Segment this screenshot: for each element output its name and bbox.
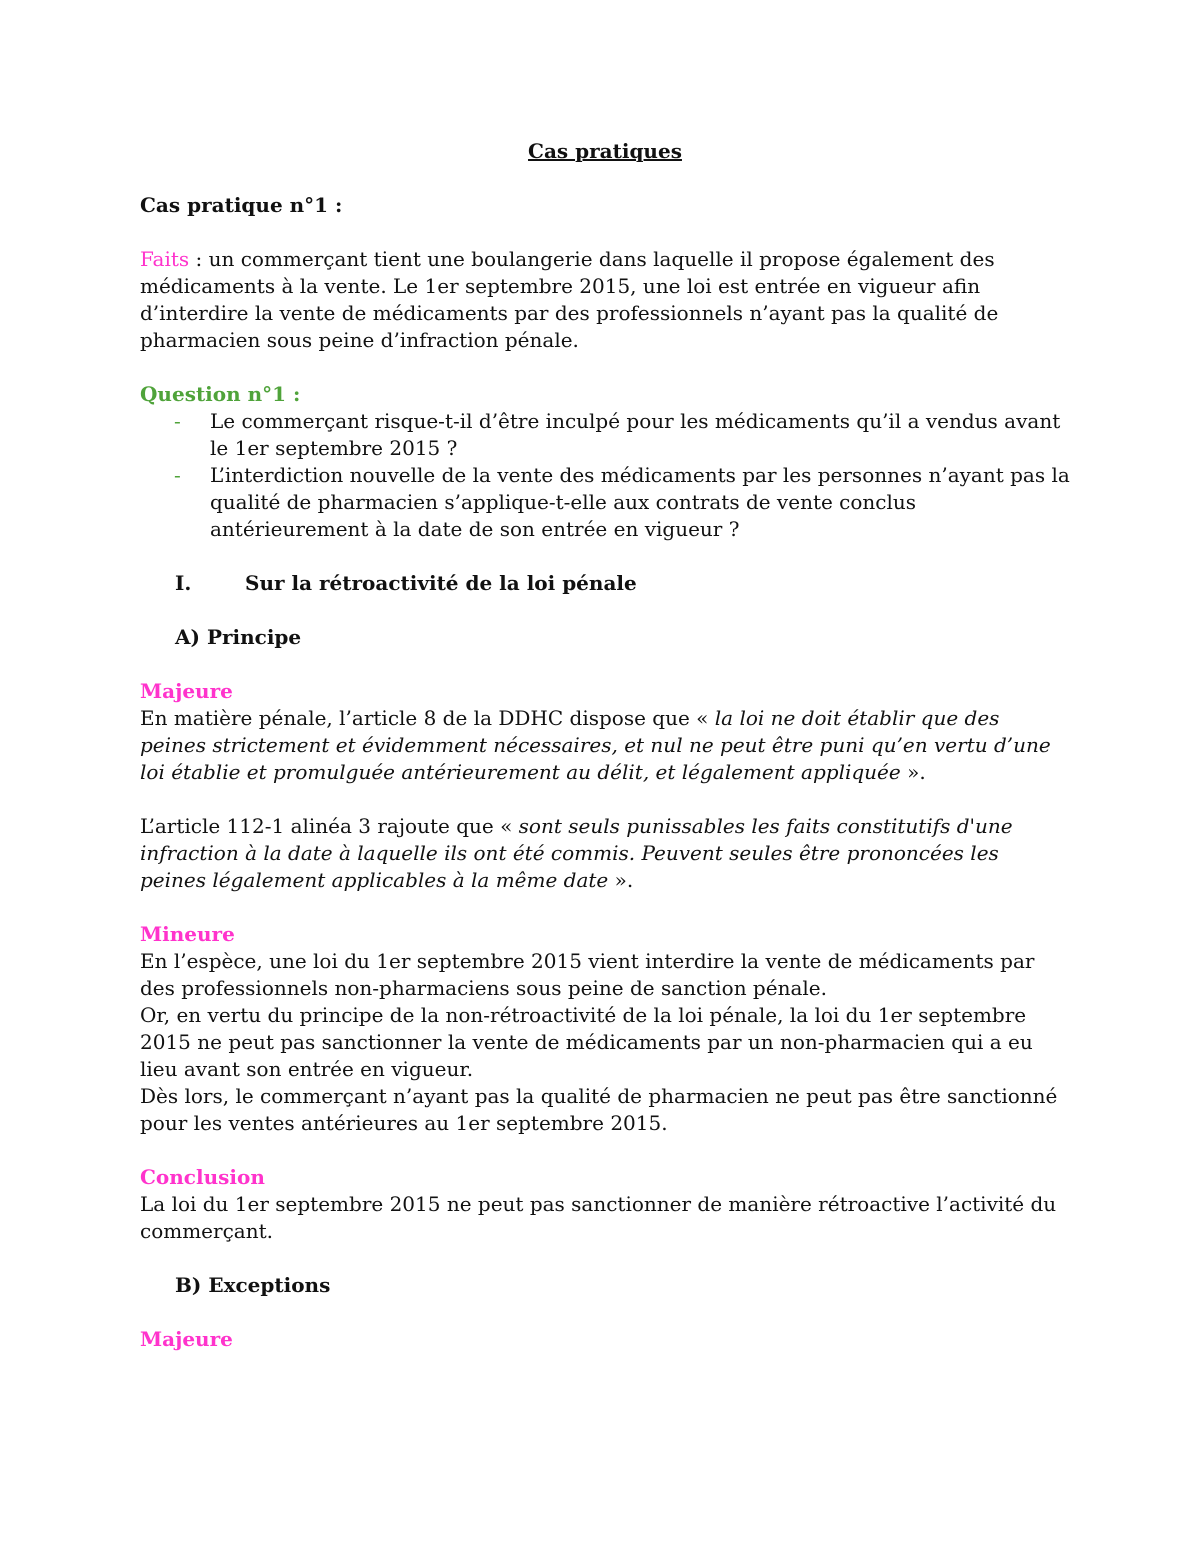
majeure-label: Majeure [140,679,233,703]
document-title: Cas pratiques [528,139,682,163]
question-item-text: Le commerçant risque-t-il d’être inculpé pour les médicaments qu’il a vendus avant le 1er septembre 2015 ? [210,409,1061,460]
section-title: Sur la rétroactivité de la loi pénale [245,571,637,595]
mineure-line: Or, en vertu du principe de la non-rétroactivité de la loi pénale, la loi du 1er septembre 2015 ne peut pas sanctionner la vente de médicaments par un non-pharmacien qui a eu lieu avant son entrée en vigueur. [140,1003,1033,1081]
majeure-text: En matière pénale, l’article 8 de la DDHC dispose que « [140,706,715,730]
majeure-text: L’article 112-1 alinéa 3 rajoute que « [140,814,519,838]
faits-label: Faits [140,247,190,271]
majeure-text-end: ». [608,868,634,892]
conclusion-label: Conclusion [140,1165,265,1189]
document-page [140,138,1070,1353]
mineure-label: Mineure [140,922,235,946]
dash-bullet: - [174,409,181,433]
majeure-paragraph-2 [140,813,1070,894]
majeure-text-end: ». [900,760,926,784]
subsection-b-heading: B) Exceptions [175,1273,331,1297]
section-heading [140,570,1070,597]
case-heading: Cas pratique n°1 : [140,193,343,217]
question-item [140,408,1070,462]
conclusion-text: La loi du 1er septembre 2015 ne peut pas sanctionner de manière rétroactive l’activité du commerçant. [140,1192,1057,1243]
dash-bullet: - [174,463,181,487]
majeure-quote: sont seuls punissables les faits constitutifs d'une infraction à la date à laquelle ils ont été commis. Peuvent seules être prononcées les peines légalement applicables à la même date [140,814,1013,892]
majeure-label-2: Majeure [140,1327,233,1351]
question-item-text: L’interdiction nouvelle de la vente des médicaments par les personnes n’ayant pas la qualité de pharmacien s’applique-t-elle aux contrats de vente conclus antérieurement à la date de son entrée en vigueur ? [210,463,1070,541]
faits-paragraph [140,246,1070,354]
mineure-line: Dès lors, le commerçant n’ayant pas la qualité de pharmacien ne peut pas être sanctionné pour les ventes antérieures au 1er septembre 2015. [140,1084,1058,1135]
faits-text: : un commerçant tient une boulangerie dans laquelle il propose également des médicaments à la vente. Le 1er septembre 2015, une loi est entrée en vigueur afin d’interdire la vente de médicaments par des professionnels n’ayant pas la qualité de pharmacien sous peine d’infraction pénale. [140,247,999,352]
majeure-quote: la loi ne doit établir que des peines strictement et évidemment nécessaires, et nul ne peut être puni qu’en vertu d’une loi établie et promulguée antérieurement au délit, et légalement appliquée [140,706,1051,784]
majeure-paragraph-1 [140,705,1070,786]
mineure-line: En l’espèce, une loi du 1er septembre 2015 vient interdire la vente de médicaments par des professionnels non-pharmaciens sous peine de sanction pénale. [140,949,1035,1000]
question-item [140,462,1070,543]
question-label: Question n°1 : [140,382,301,406]
subsection-a-heading: A) Principe [175,625,302,649]
section-number: I. [175,571,192,595]
